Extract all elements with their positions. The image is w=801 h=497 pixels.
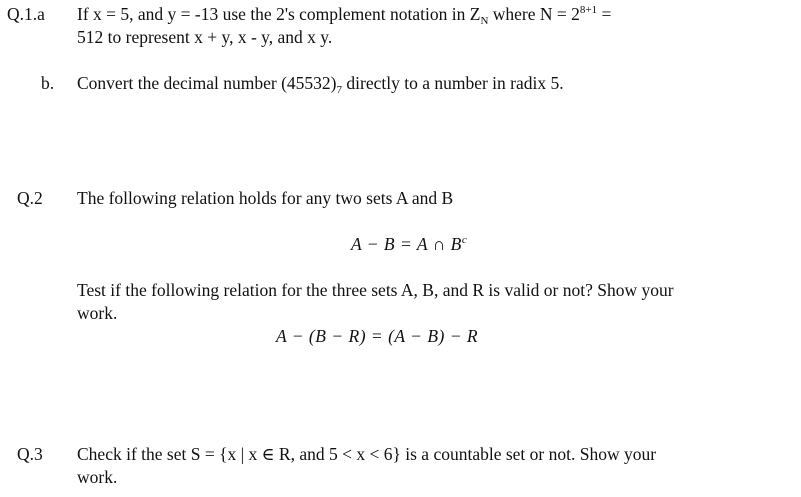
q1b-pre: Convert the decimal number (45532): [77, 73, 337, 93]
q1b-post: directly to a number in radix 5.: [342, 73, 564, 93]
q2-test-line1: Test if the following relation for the three sets A, B, and R is valid or not? Show your: [77, 280, 674, 300]
q3-label: Q.3: [17, 444, 43, 464]
q3-line1: Check if the set S = {x | x ∈ R, and 5 < x < 6} is a countable set or not. Show your: [77, 444, 657, 464]
q2-formula2: A − (B − R) = (A − B) − R: [276, 326, 479, 346]
q1b-text: [77, 72, 564, 94]
q2-label: Q.2: [17, 188, 43, 208]
q1a-line1: [77, 3, 611, 25]
q1a-line2: 512 to represent x + y, x - y, and x y.: [77, 27, 333, 47]
q2-test-line2: work.: [77, 303, 118, 323]
q1a-line1-pre: If x = 5, and y = -13 use the 2's complement notation in Z: [77, 4, 481, 24]
q2-formula1: [351, 233, 467, 255]
q1a-line1-sub: N: [480, 15, 489, 27]
q2-formula1-sup: c: [461, 234, 468, 246]
q2-intro: The following relation holds for any two sets A and B: [77, 188, 454, 208]
q1b-sub: 7: [336, 84, 343, 96]
q3-line2: work.: [77, 467, 118, 487]
q1a-line1-mid: where N = 2: [488, 4, 580, 24]
q1a-line1-sup: 8+1: [579, 4, 598, 16]
q2-formula1-main: A − B = A ∩ B: [351, 234, 462, 254]
q1a-label: Q.1.a: [7, 4, 45, 24]
q1b-label: b.: [41, 73, 55, 93]
q1a-line1-post: =: [597, 4, 612, 24]
